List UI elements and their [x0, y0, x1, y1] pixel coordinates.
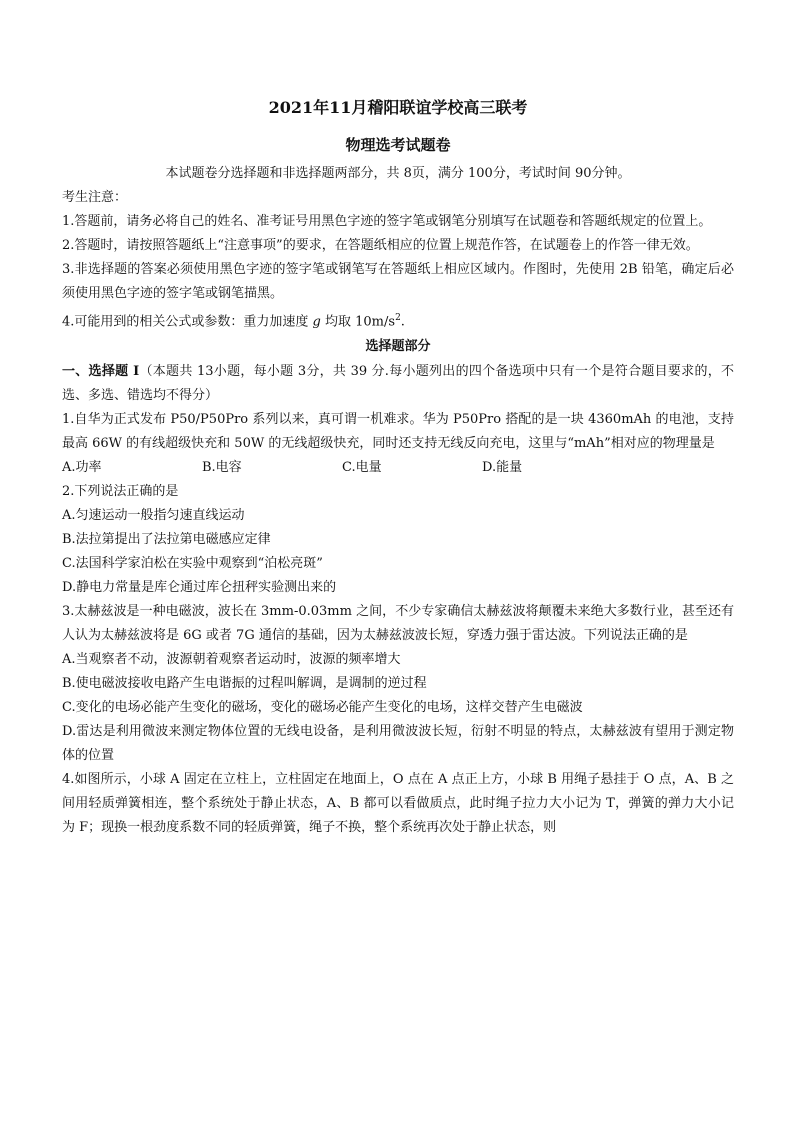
exam-subtitle: 物理选考试题卷 [345, 136, 451, 154]
question-1-option-d: D.能量 [482, 460, 523, 476]
note-item-3: 3.非选择题的答案必须使用黑色字迹的签字笔或钢笔写在答题纸上相应区域内。作图时，先使用 2B 铅笔，确定后必须使用黑色字迹的签字笔或钢笔描黑。 [62, 262, 734, 301]
section-heading-rest: （本题共 13小题，每小题 3分，共 39 分.每小题列出的四个备选项中只有一个是符合题目要求的，不选、多选、错选均不得分） [62, 364, 734, 404]
question-1-option-c: C.电量 [342, 460, 382, 476]
note-item-4-end: . [400, 314, 405, 330]
exam-intro: 本试题卷分选择题和非选择题两部分，共 8页，满分 100分，考试时间 90分钟。 [165, 166, 631, 181]
note-item-1: 1.答题前，请务必将自己的姓名、准考证号用黑色字迹的签字笔或钢笔分别填写在试题卷和答题纸规定的位置上。 [62, 214, 712, 229]
question-3-stem: 3.太赫兹波是一种电磁波，波长在 3mm-0.03mm 之间，不少专家确信太赫兹波将颠覆未来绝大多数行业，甚至还有人认为太赫兹波将是 6G 或者 7G 通信的基础，因为太赫兹波波长短，穿透力强于雷达波。下列说法正确的是 [62, 604, 734, 644]
question-2-option-b: B.法拉第提出了法拉第电磁感应定律 [62, 532, 271, 548]
question-1-option-b: B.电容 [202, 460, 242, 476]
note-item-4 [62, 306, 734, 334]
note-item-4-var: g [312, 314, 321, 330]
note-item-4-prefix: 4.可能用到的相关公式或参数：重力加速度 [62, 314, 313, 330]
question-3-option-b: B.使电磁波接收电路产生电谐振的过程叫解调，是调制的逆过程 [62, 676, 427, 692]
note-item-2: 2.答题时，请按照答题纸上“注意事项”的要求，在答题纸相应的位置上规范作答，在试题卷上的作答一律无效。 [62, 238, 699, 253]
exam-page [62, 96, 734, 840]
section-title: 选择题部分 [365, 339, 431, 355]
section-heading [62, 360, 734, 408]
section-heading-bold: 一、选择题 I [62, 364, 140, 380]
question-2-option-d: D.静电力常量是库仑通过库仑扭秤实验测出来的 [62, 580, 337, 596]
question-3-option-d: D.雷达是利用微波来测定物体位置的无线电设备，是利用微波波长短，衍射不明显的特点，太赫兹波有望用于测定物体的位置 [62, 724, 734, 764]
question-2-option-c: C.法国科学家泊松在实验中观察到“泊松亮斑” [62, 556, 323, 572]
question-2-stem: 2.下列说法正确的是 [62, 484, 179, 500]
question-2-option-a: A.匀速运动一般指匀速直线运动 [62, 508, 245, 524]
question-1-stem: 1.自华为正式发布 P50/P50Pro 系列以来，真可谓一机难求。华为 P50Pro 搭配的是一块 4360mAh 的电池，支持最高 66W 的有线超级快充和 50W 的无线超级快充，同时还支持无线反向充电，这里与“mAh”相对应的物理量是 [62, 412, 734, 452]
question-3-option-c: C.变化的电场必能产生变化的磁场，变化的磁场必能产生变化的电场，这样交替产生电磁波 [62, 700, 583, 716]
question-3-option-a: A.当观察者不动，波源朝着观察者运动时，波源的频率增大 [62, 652, 401, 668]
note-item-4-sup: 2 [395, 313, 401, 323]
notes-heading: 考生注意： [62, 190, 128, 205]
question-4-stem: 4.如图所示，小球 A 固定在立柱上，立柱固定在地面上，O 点在 A 点正上方，小球 B 用绳子悬挂于 O 点，A、B 之间用轻质弹簧相连，整个系统处于静止状态，A、B 都可以看做质点，此时绳子拉力大小记为 T，弹簧的弹力大小记为 F；现换一根劲度系数不同的轻质弹簧，绳子不换，整个系统再次处于静止状态，则 [62, 772, 734, 836]
question-1-options [62, 456, 734, 480]
question-1-option-a: A.功率 [62, 460, 102, 476]
exam-title: 2021年11月稽阳联谊学校高三联考 [268, 98, 528, 117]
note-item-4-suffix: 均取 10m/s [320, 314, 396, 330]
